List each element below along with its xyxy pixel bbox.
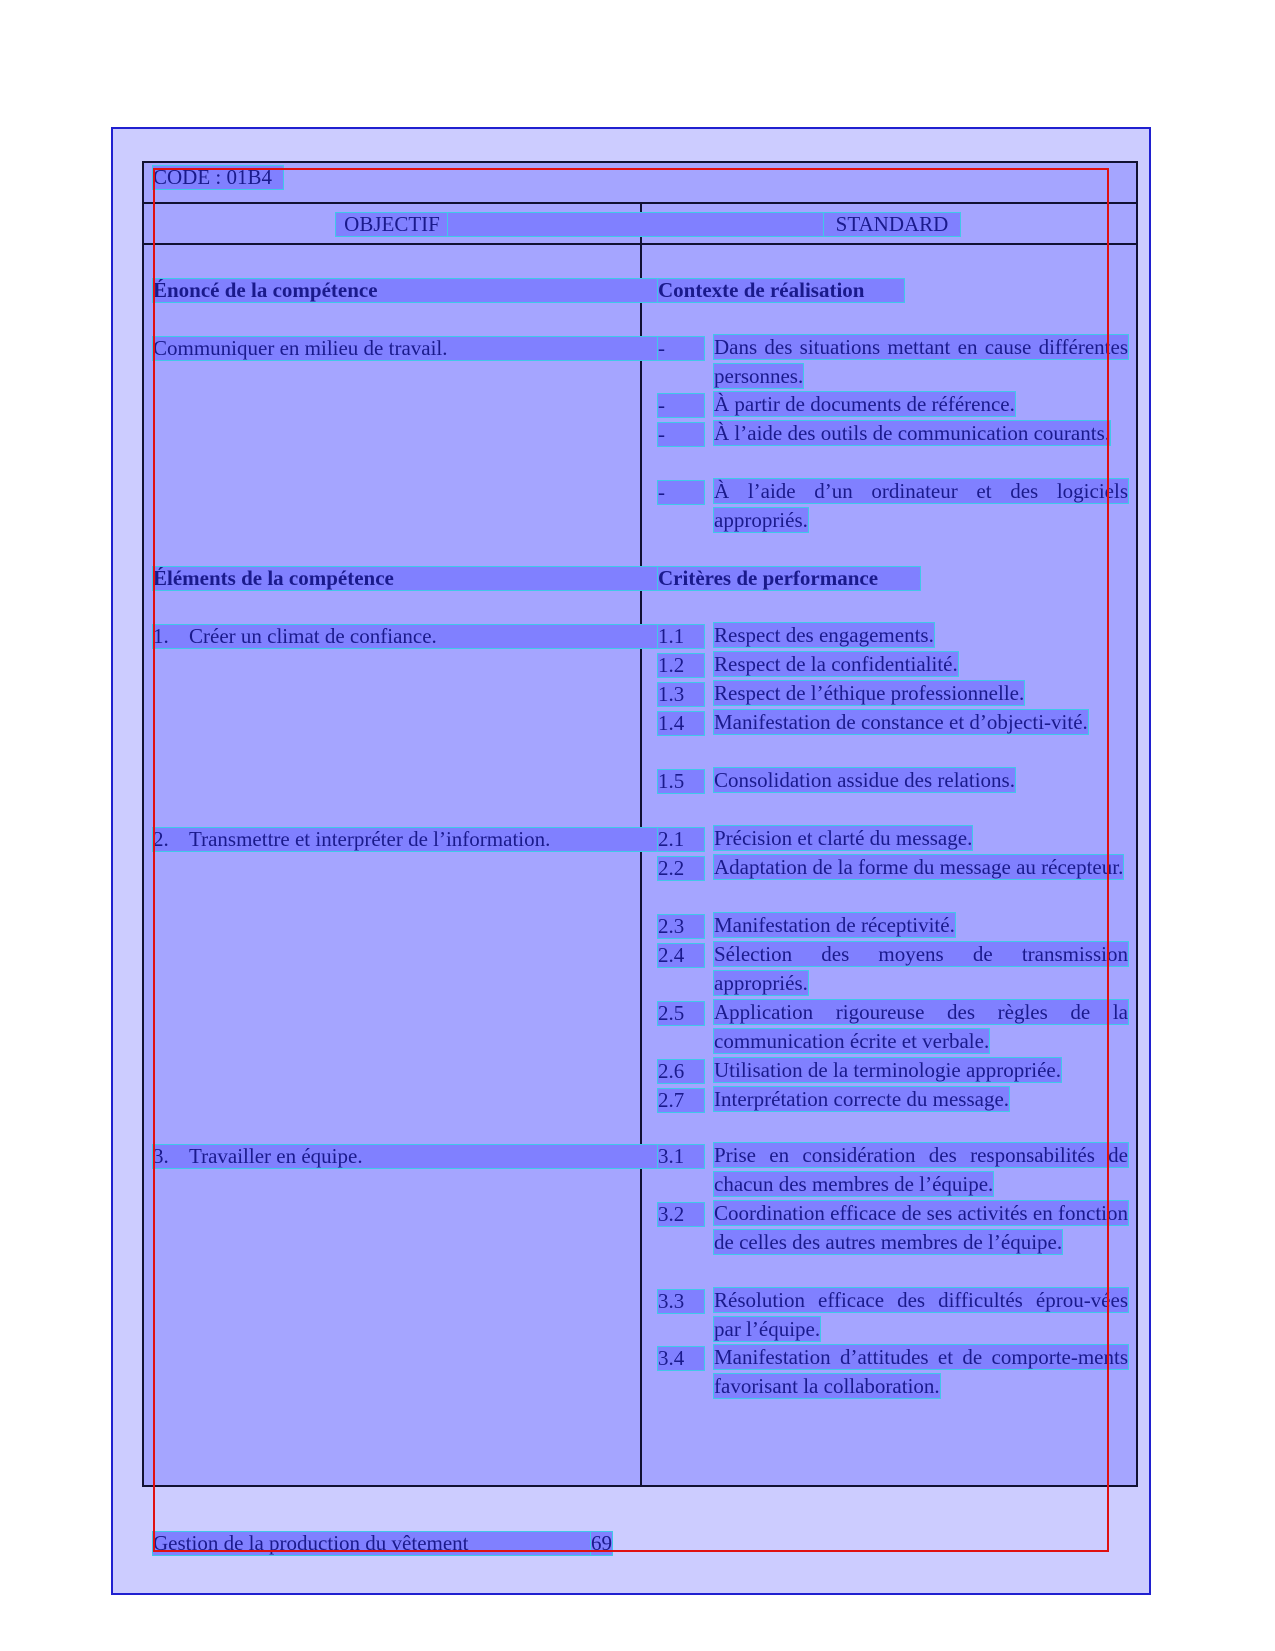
critere-item-text: Application rigoureuse des règles de la communication écrite et verbale.	[714, 1000, 1128, 1053]
critere-item-text: Manifestation de constance et d’objecti-vité.	[714, 710, 1088, 734]
critere-item-text: Prise en considération des responsabilités de chacun des membres de l’équipe.	[714, 1143, 1128, 1196]
critere-item-text: Coordination efficace de ses activités en fonction de celles des autres membres de l’équipe.	[714, 1201, 1128, 1254]
element-item	[153, 828, 658, 851]
critere-item-marker: 3.4	[658, 1347, 704, 1370]
critere-item-marker: 2.3	[658, 915, 704, 938]
critere-item-marker: 2.5	[658, 1002, 704, 1025]
contexte-item-marker: -	[658, 337, 704, 360]
element-item	[153, 625, 658, 648]
critere-item-marker: 3.2	[658, 1203, 704, 1226]
elements-heading: Éléments de la compétence	[153, 567, 658, 590]
element-number: 1.	[153, 624, 169, 648]
standard-column-header: STANDARD	[824, 213, 960, 236]
critere-item-marker: 3.1	[658, 1145, 704, 1168]
enonce-text: Communiquer en milieu de travail.	[153, 337, 658, 360]
contexte-item-marker: -	[658, 423, 704, 446]
contexte-item-text: À partir de documents de référence.	[714, 392, 1015, 416]
criteres-heading: Critères de performance	[658, 567, 920, 590]
critere-item-text: Respect des engagements.	[714, 623, 934, 647]
critere-item-text: Utilisation de la terminologie appropriée.	[714, 1058, 1061, 1082]
critere-item-marker: 1.2	[658, 654, 704, 677]
element-text: Travailler en équipe.	[189, 1144, 363, 1168]
footer-title: Gestion de la production du vêtement	[153, 1532, 591, 1555]
critere-item-marker: 1.3	[658, 683, 704, 706]
contexte-item-text: À l’aide des outils de communication courants.	[714, 421, 1110, 445]
enonce-heading: Énoncé de la compétence	[153, 279, 658, 302]
code-label: CODE : 01B4	[153, 166, 283, 189]
critere-item-marker: 3.3	[658, 1290, 704, 1313]
contexte-item-text: Dans des situations mettant en cause différentes personnes.	[714, 335, 1128, 388]
critere-item-marker: 2.2	[658, 857, 704, 880]
contexte-item-marker: -	[658, 394, 704, 417]
critere-item-text: Manifestation d’attitudes et de comporte-ments favorisant la collaboration.	[714, 1345, 1128, 1398]
element-number: 2.	[153, 827, 169, 851]
critere-item-text: Respect de l’éthique professionnelle.	[714, 681, 1025, 705]
critere-item-text: Consolidation assidue des relations.	[714, 768, 1015, 792]
element-text: Créer un climat de confiance.	[189, 624, 437, 648]
critere-item-text: Respect de la confidentialité.	[714, 652, 958, 676]
contexte-heading: Contexte de réalisation	[658, 279, 904, 302]
critere-item-marker: 1.4	[658, 712, 704, 735]
element-text: Transmettre et interpréter de l’information.	[189, 827, 551, 851]
page-footer	[153, 1532, 612, 1555]
critere-item-marker: 2.4	[658, 944, 704, 967]
critere-item-text: Adaptation de la forme du message au récepteur.	[714, 855, 1124, 879]
footer-page-number: 69	[591, 1531, 612, 1555]
critere-item-text: Manifestation de réceptivité.	[714, 913, 955, 937]
critere-item-marker: 2.7	[658, 1089, 704, 1112]
critere-item-marker: 1.1	[658, 625, 704, 648]
critere-item-text: Précision et clarté du message.	[714, 826, 973, 850]
critere-item-marker: 2.6	[658, 1060, 704, 1083]
objectif-column-header: OBJECTIF	[336, 213, 448, 236]
contexte-item-marker: -	[658, 481, 704, 504]
contexte-item-text: À l’aide d’un ordinateur et des logiciels appropriés.	[714, 479, 1128, 532]
element-number: 3.	[153, 1144, 169, 1168]
header-highlight-gap	[448, 213, 824, 236]
critere-item-text: Interprétation correcte du message.	[714, 1087, 1010, 1111]
critere-item-marker: 1.5	[658, 770, 704, 793]
critere-item-text: Résolution efficace des difficultés éprou-vées par l’équipe.	[714, 1288, 1128, 1341]
critere-item-marker: 2.1	[658, 828, 704, 851]
element-item	[153, 1145, 658, 1168]
critere-item-text: Sélection des moyens de transmission appropriés.	[714, 942, 1128, 995]
